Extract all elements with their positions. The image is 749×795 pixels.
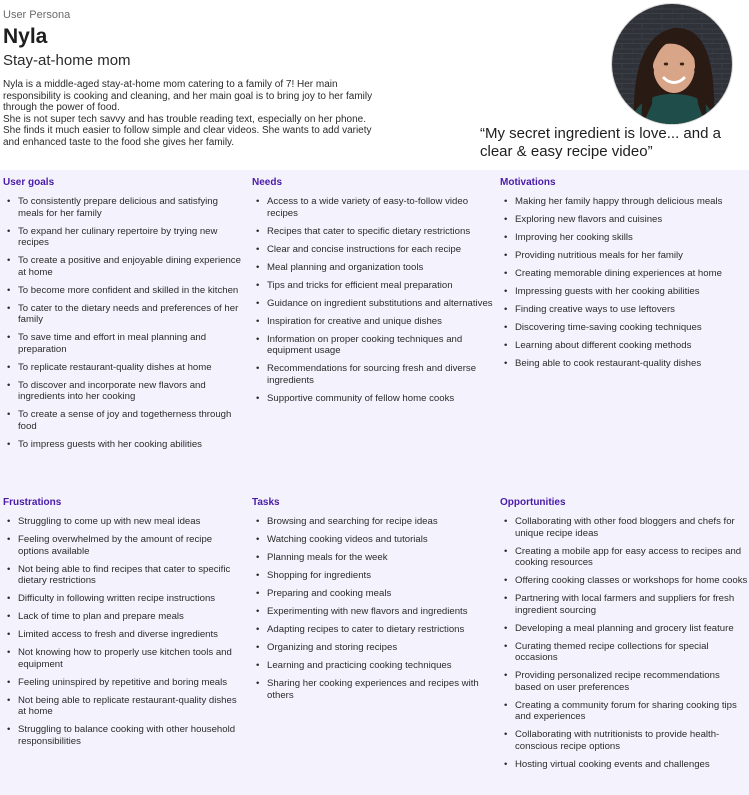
list-item: • Developing a meal planning and grocery list feature [500,623,748,635]
list-item: • To create a positive and enjoyable dining experience at home [3,255,243,278]
list-item: • Organizing and storing recipes [252,642,494,654]
section-title: Needs [252,177,283,188]
list-item: • Providing nutritious meals for her family [500,250,748,262]
list-item: • To create a sense of joy and togetherness through food [3,409,243,432]
list-item: • To save time and effort in meal planning and preparation [3,332,243,355]
needs-list [252,196,494,404]
list-item: • To replicate restaurant-quality dishes at home [3,362,243,374]
list-item: • Adapting recipes to cater to dietary restrictions [252,624,494,636]
list-item: • To expand her culinary repertoire by trying new recipes [3,226,243,249]
list-item: • Feeling overwhelmed by the amount of recipe options available [3,534,243,557]
list-item: • Inspiration for creative and unique dishes [252,316,494,328]
list-item: • Recipes that cater to specific dietary restrictions [252,226,494,238]
persona-bio [3,79,375,149]
section-title: User goals [3,177,55,188]
persona-header [0,0,749,170]
list-item: • Clear and concise instructions for each recipe [252,244,494,256]
list-item: • Sharing her cooking experiences and recipes with others [252,678,494,701]
section-needs [252,177,494,411]
list-item: • Hosting virtual cooking events and challenges [500,759,748,771]
list-item: • Experimenting with new flavors and ingredients [252,606,494,618]
section-user-goals [3,177,243,457]
tasks-list [252,516,494,701]
list-item: • Lack of time to plan and prepare meals [3,611,243,623]
list-item: • Meal planning and organization tools [252,262,494,274]
list-item: • Impressing guests with her cooking abilities [500,286,748,298]
list-item: • To consistently prepare delicious and satisfying meals for her family [3,196,243,219]
list-item: • Creating a mobile app for easy access to recipes and cooking resources [500,546,748,569]
goals-list [3,196,243,450]
list-item: • Exploring new flavors and cuisines [500,214,748,226]
list-item: • Recommendations for sourcing fresh and diverse ingredients [252,363,494,386]
bio-paragraph: She is not super tech savvy and has trouble reading text, especially on her phone. She finds it much easier to follow simple and clear videos. She wants to add variety and enhanced taste to the food she gives her family. [3,113,372,148]
opportunities-list [500,516,748,770]
avatar-photo-icon [612,4,733,125]
section-title: Opportunities [500,497,566,508]
list-item: • Not being able to replicate restaurant-quality dishes at home [3,695,243,718]
list-item: • Supportive community of fellow home cooks [252,393,494,405]
persona-name: Nyla [3,25,48,48]
list-item: • Learning about different cooking methods [500,340,748,352]
frustrations-list [3,516,243,747]
list-item: • Learning and practicing cooking techniques [252,660,494,672]
list-item: • To discover and incorporate new flavors and ingredients into her cooking [3,380,243,403]
list-item: • Limited access to fresh and diverse ingredients [3,629,243,641]
list-item: • Not knowing how to properly use kitchen tools and equipment [3,647,243,670]
section-opportunities [500,497,748,777]
list-item: • Providing personalized recipe recommendations based on user preferences [500,670,748,693]
list-item: • Offering cooking classes or workshops for home cooks [500,575,748,587]
list-item: • To cater to the dietary needs and preferences of her family [3,303,243,326]
section-title: Frustrations [3,497,62,508]
list-item: • Discovering time-saving cooking techniques [500,322,748,334]
list-item: • Preparing and cooking meals [252,588,494,600]
list-item: • Feeling uninspired by repetitive and boring meals [3,677,243,689]
list-item: • Guidance on ingredient substitutions and alternatives [252,298,494,310]
section-motivations [500,177,748,376]
list-item: • Being able to cook restaurant-quality dishes [500,358,748,370]
persona-eyebrow: User Persona [3,9,71,21]
persona-quote: “My secret ingredient is love... and a clear & easy recipe video” [480,125,721,160]
list-item: • Creating a community forum for sharing cooking tips and experiences [500,700,748,723]
list-item: • Improving her cooking skills [500,232,748,244]
list-item: • Browsing and searching for recipe ideas [252,516,494,528]
list-item: • Access to a wide variety of easy-to-follow video recipes [252,196,494,219]
section-title: Tasks [252,497,280,508]
list-item: • Curating themed recipe collections for special occasions [500,641,748,664]
list-item: • Information on proper cooking techniques and equipment usage [252,334,494,357]
list-item: • To impress guests with her cooking abilities [3,439,243,451]
list-item: • To become more confident and skilled in the kitchen [3,285,243,297]
section-tasks [252,497,494,708]
motivations-list [500,196,748,370]
list-item: • Watching cooking videos and tutorials [252,534,494,546]
section-title: Motivations [500,177,556,188]
list-item: • Creating memorable dining experiences at home [500,268,748,280]
section-frustrations [3,497,243,754]
list-item: • Collaborating with other food bloggers and chefs for unique recipe ideas [500,516,748,539]
list-item: • Finding creative ways to use leftovers [500,304,748,316]
list-item: • Partnering with local farmers and suppliers for fresh ingredient sourcing [500,593,748,616]
list-item: • Making her family happy through delicious meals [500,196,748,208]
list-item: • Struggling to balance cooking with other household responsibilities [3,724,243,747]
list-item: • Difficulty in following written recipe instructions [3,593,243,605]
list-item: • Collaborating with nutritionists to provide health-conscious recipe options [500,729,748,752]
list-item: • Not being able to find recipes that cater to specific dietary restrictions [3,564,243,587]
persona-role: Stay-at-home mom [3,52,131,69]
list-item: • Planning meals for the week [252,552,494,564]
list-item: • Shopping for ingredients [252,570,494,582]
list-item: • Struggling to come up with new meal ideas [3,516,243,528]
avatar [611,3,733,125]
bio-paragraph: Nyla is a middle-aged stay-at-home mom catering to a family of 7! Her main responsibility is cooking and cleaning, and her main goal is to bring joy to her family through the power of food. [3,79,373,114]
list-item: • Tips and tricks for efficient meal preparation [252,280,494,292]
